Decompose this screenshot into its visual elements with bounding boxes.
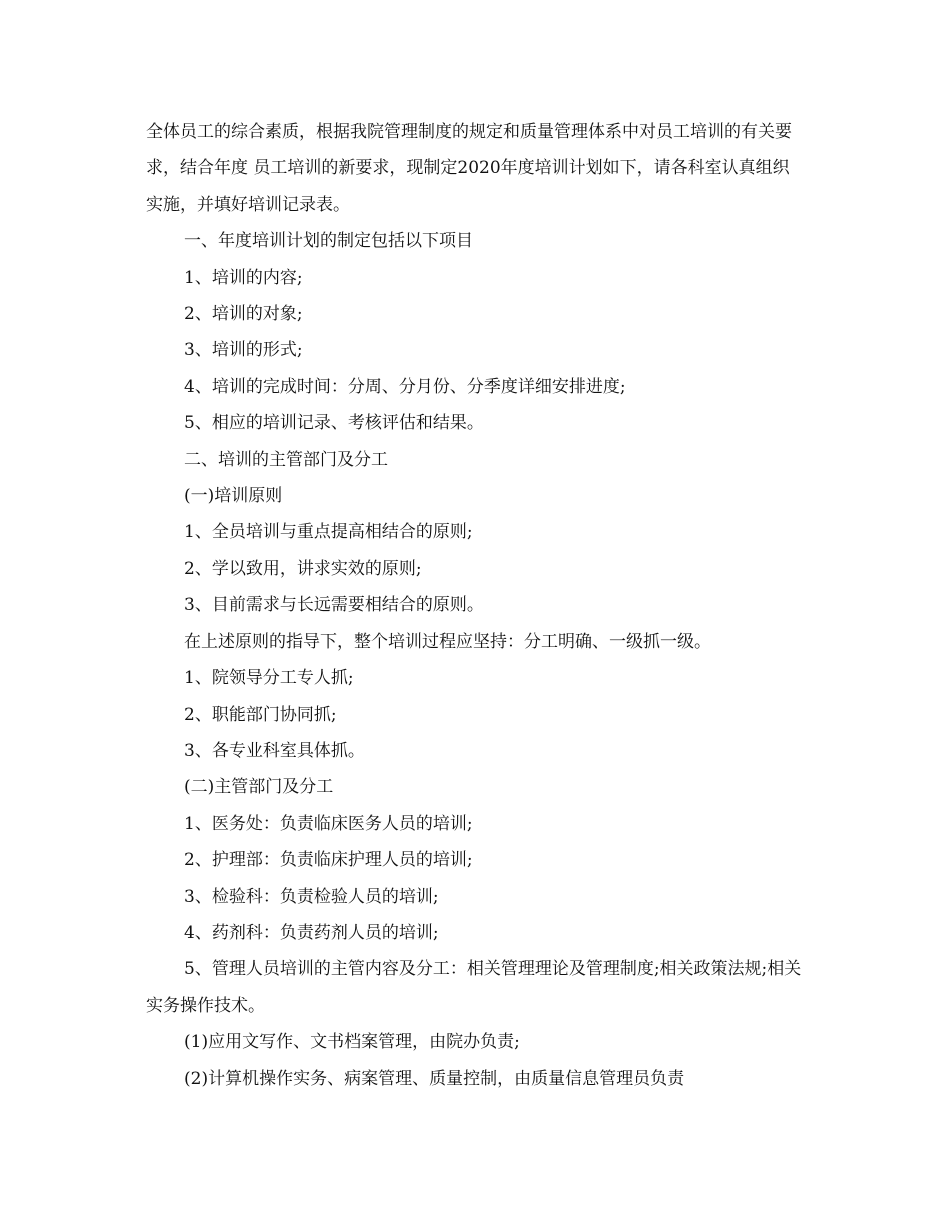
list-item: 2、学以致用，讲求实效的原则; (184, 558, 422, 579)
list-item: 2、培训的对象; (184, 304, 303, 325)
list-item: 3、培训的形式; (184, 340, 303, 361)
list-item: 1、全员培训与重点提高相结合的原则; (184, 522, 473, 543)
paragraph-principle: 在上述原则的指导下，整个培训过程应坚持：分工明确、一级抓一级。 (184, 631, 711, 652)
list-item: 3、目前需求与长远需要相结合的原则。 (184, 595, 484, 616)
list-item: 1、培训的内容; (184, 267, 303, 288)
list-item: 4、培训的完成时间：分周、分月份、分季度详细安排进度; (184, 376, 626, 397)
list-item: 5、管理人员培训的主管内容及分工：相关管理理论及管理制度;相关政策法规;相关实务操作技术。 (146, 959, 802, 1016)
list-item: 4、药剂科：负责药剂人员的培训; (184, 922, 439, 943)
list-item: (1)应用文写作、文书档案管理，由院办负责; (184, 1032, 520, 1053)
list-item: 3、检验科：负责检验人员的培训; (184, 886, 439, 907)
list-item: 2、护理部：负责临床护理人员的培训; (184, 850, 473, 871)
list-item: (2)计算机操作实务、病案管理、质量控制，由质量信息管理员负责 (184, 1068, 685, 1089)
list-item: 1、院领导分工专人抓; (184, 668, 354, 689)
document-body (146, 114, 806, 1097)
subsection-heading-2: (二)主管部门及分工 (184, 777, 334, 798)
list-item: 3、各专业科室具体抓。 (184, 740, 365, 761)
list-item: 2、职能部门协同抓; (184, 704, 337, 725)
list-item: 5、相应的培训记录、考核评估和结果。 (184, 413, 484, 434)
subsection-heading-1: (一)培训原则 (184, 486, 283, 507)
list-item: 1、医务处：负责临床医务人员的培训; (184, 813, 473, 834)
section-heading-2: 二、培训的主管部门及分工 (184, 449, 388, 470)
section-heading-1: 一、年度培训计划的制定包括以下项目 (184, 231, 473, 252)
paragraph-intro: 全体员工的综合素质，根据我院管理制度的规定和质量管理体系中对员工培训的有关要求，结合年度 员工培训的新要求，现制定2020年度培训计划如下，请各科室认真组织实施，并填好培训记录表。 (146, 122, 792, 215)
